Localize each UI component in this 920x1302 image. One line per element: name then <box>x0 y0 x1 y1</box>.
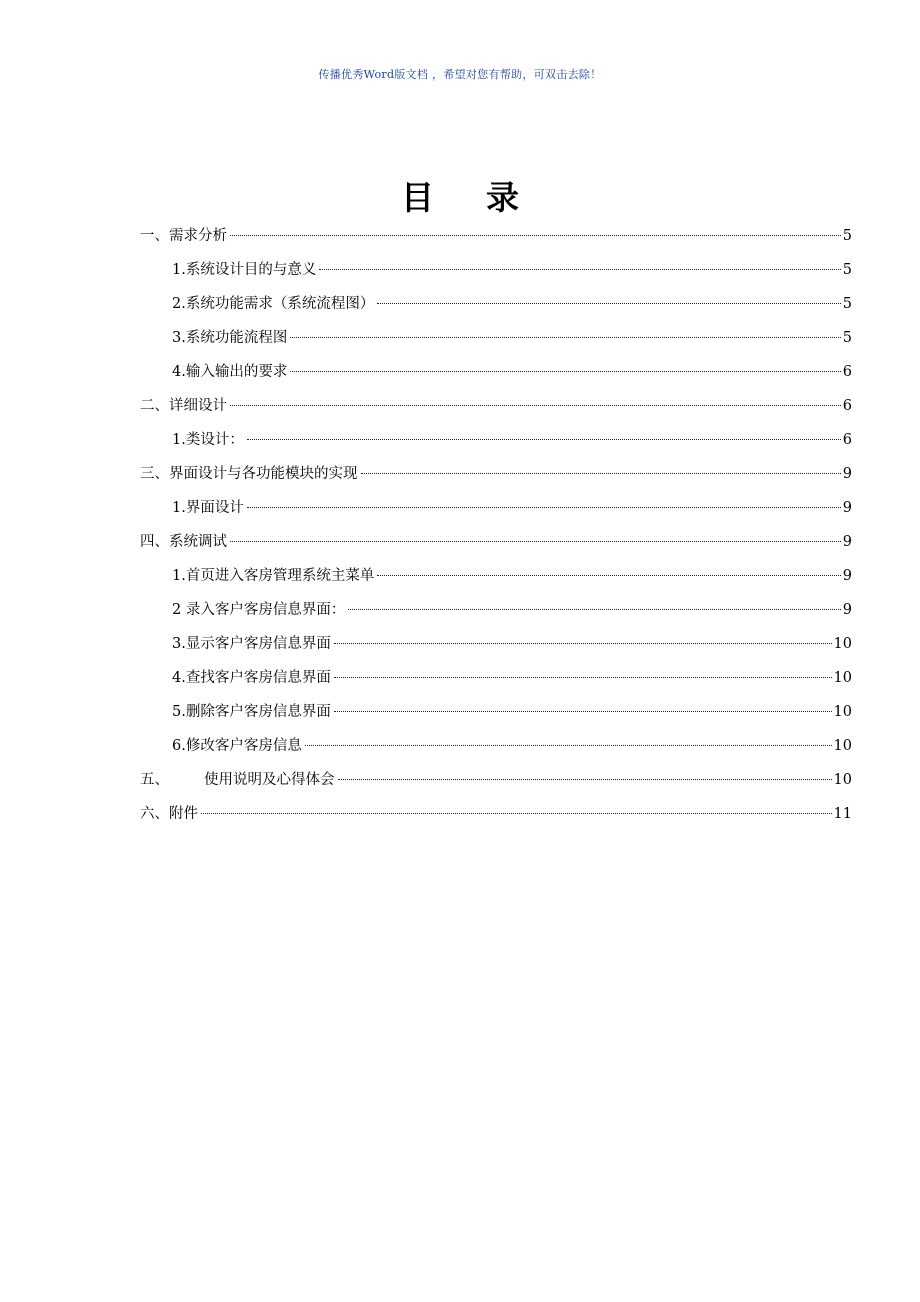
toc-dot-leader <box>348 608 840 610</box>
toc-dot-leader <box>334 710 832 712</box>
toc-page-number: 9 <box>842 534 852 550</box>
toc-entry[interactable] <box>140 768 852 802</box>
toc-list <box>140 224 852 836</box>
toc-entry-label: 5.删除客户客房信息界面 <box>172 704 331 720</box>
toc-dot-leader <box>334 642 832 644</box>
toc-page-number: 5 <box>842 262 852 278</box>
toc-dot-leader <box>230 404 841 406</box>
toc-entry[interactable] <box>140 700 852 734</box>
toc-dot-leader <box>290 370 840 372</box>
toc-entry[interactable] <box>140 462 852 496</box>
toc-page-number: 10 <box>833 772 852 788</box>
toc-entry[interactable] <box>140 496 852 530</box>
toc-entry[interactable] <box>140 598 852 632</box>
toc-entry-label: 1.界面设计 <box>172 500 244 516</box>
toc-entry-label <box>140 768 335 792</box>
toc-page-number: 6 <box>842 432 852 448</box>
toc-entry[interactable] <box>140 394 852 428</box>
toc-page-number: 9 <box>842 568 852 584</box>
toc-entry-label: 2 录入客户客房信息界面： <box>172 602 346 618</box>
toc-entry[interactable] <box>140 428 852 462</box>
toc-dot-leader <box>247 438 841 440</box>
toc-entry-label: 1.系统设计目的与意义 <box>172 262 317 278</box>
toc-entry[interactable] <box>140 326 852 360</box>
toc-entry-label: 6.修改客户客房信息 <box>172 738 302 754</box>
toc-dot-leader <box>334 676 832 678</box>
toc-dot-leader <box>230 234 841 236</box>
toc-page-number: 6 <box>842 364 852 380</box>
toc-entry[interactable] <box>140 224 852 258</box>
toc-entry-label: 1.类设计： <box>172 432 244 448</box>
toc-dot-leader <box>319 268 840 270</box>
toc-page-number: 11 <box>833 806 852 822</box>
toc-entry-label: 3.显示客户客房信息界面 <box>172 636 331 652</box>
toc-dot-leader <box>201 812 832 814</box>
toc-entry-number: 五、 <box>140 772 169 788</box>
toc-entry-label: 2.系统功能需求（系统流程图） <box>172 296 375 312</box>
toc-entry-label: 1.首页进入客房管理系统主菜单 <box>172 568 375 584</box>
toc-entry[interactable] <box>140 258 852 292</box>
toc-entry-label: 二、详细设计 <box>140 398 227 414</box>
toc-entry[interactable] <box>140 530 852 564</box>
toc-dot-leader <box>377 574 840 576</box>
toc-entry-label: 4.输入输出的要求 <box>172 364 288 380</box>
toc-dot-leader <box>338 778 832 780</box>
toc-entry-label: 三、界面设计与各功能模块的实现 <box>140 466 358 482</box>
toc-page-number: 6 <box>842 398 852 414</box>
toc-page-number: 9 <box>842 500 852 516</box>
header-note: 传播优秀Word版文档 ，希望对您有帮助，可双击去除！ <box>318 68 602 81</box>
toc-entry[interactable] <box>140 734 852 768</box>
toc-page-number: 10 <box>833 636 852 652</box>
toc-dot-leader <box>361 472 841 474</box>
toc-entry[interactable] <box>140 564 852 598</box>
toc-entry[interactable] <box>140 802 852 836</box>
toc-dot-leader <box>290 336 840 338</box>
toc-page-number: 10 <box>833 670 852 686</box>
toc-entry-label: 一、需求分析 <box>140 228 227 244</box>
toc-page-number: 10 <box>833 738 852 754</box>
toc-page-number: 9 <box>842 602 852 618</box>
toc-entry[interactable] <box>140 632 852 666</box>
toc-dot-leader <box>377 302 840 304</box>
toc-entry-label: 4.查找客户客房信息界面 <box>172 670 331 686</box>
toc-page-number: 9 <box>842 466 852 482</box>
toc-entry-title: 使用说明及心得体会 <box>204 772 335 788</box>
toc-dot-leader <box>230 540 841 542</box>
toc-entry[interactable] <box>140 360 852 394</box>
toc-page-number: 5 <box>842 296 852 312</box>
toc-page-number: 5 <box>842 228 852 244</box>
toc-entry[interactable] <box>140 292 852 326</box>
toc-dot-leader <box>247 506 841 508</box>
toc-entry-label: 3.系统功能流程图 <box>172 330 288 346</box>
toc-title: 目录 <box>401 178 571 217</box>
toc-entry[interactable] <box>140 666 852 700</box>
toc-dot-leader <box>305 744 832 746</box>
toc-entry-label: 六、附件 <box>140 806 198 822</box>
toc-entry-label: 四、系统调试 <box>140 534 227 550</box>
toc-page-number: 10 <box>833 704 852 720</box>
toc-page-number: 5 <box>842 330 852 346</box>
